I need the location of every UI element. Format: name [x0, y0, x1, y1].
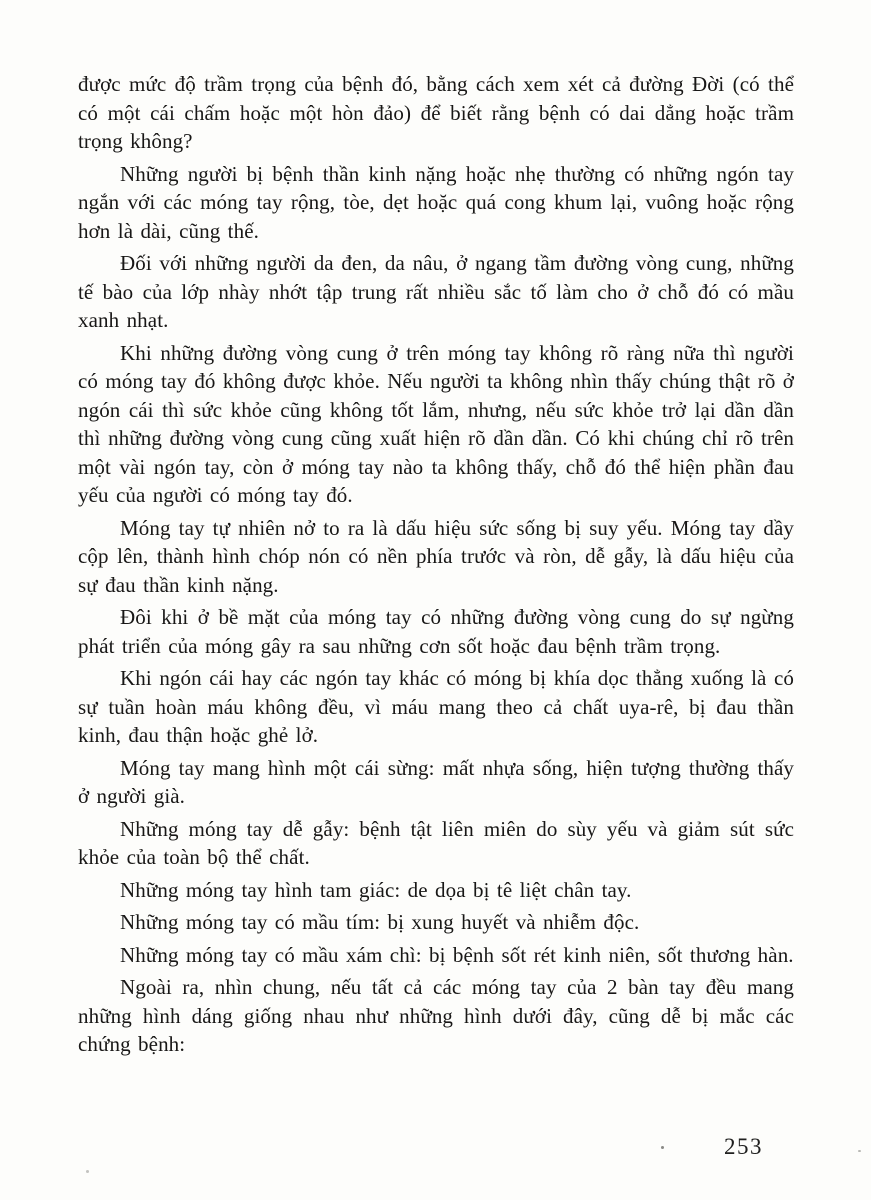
paragraph: Móng tay tự nhiên nở to ra là dấu hiệu sức sống bị suy yếu. Móng tay dầy cộp lên, thành hình chóp nón có nền phía trước và ròn, dễ gẫy, là dấu hiệu của sự đau thần kinh nặng.	[78, 515, 794, 597]
page-number: 253	[724, 1134, 763, 1159]
paragraph: Những người bị bệnh thần kinh nặng hoặc nhẹ thường có những ngón tay ngắn với các móng tay rộng, tòe, dẹt hoặc quá cong khum lại, vuông hoặc rộng hơn là dài, cũng thế.	[78, 161, 794, 243]
paragraph: Khi ngón cái hay các ngón tay khác có móng bị khía dọc thẳng xuống là có sự tuần hoàn máu không đều, vì máu mang theo cả chất uya-rê, bị đau thần kinh, đau thận hoặc ghẻ lở.	[78, 666, 794, 747]
paragraph: Đối với những người da đen, da nâu, ở ngang tầm đường vòng cung, những tế bào của lớp nhày nhớt tập trung rất nhiều sắc tố làm cho ở chỗ đó có mầu xanh nhạt.	[78, 251, 794, 332]
scan-speck	[858, 1150, 861, 1152]
paragraph: được mức độ trầm trọng của bệnh đó, bằng cách xem xét cả đường Đời (có thể có một cái chấm hoặc một hòn đảo) để biết rằng bệnh có dai dẳng hoặc trầm trọng không?	[78, 72, 794, 153]
scan-speck	[86, 1170, 89, 1173]
paragraph: Đôi khi ở bề mặt của móng tay có những đường vòng cung do sự ngừng phát triển của móng gây ra sau những cơn sốt hoặc đau bệnh trầm trọng.	[78, 605, 794, 658]
paragraph: Những móng tay hình tam giác: de dọa bị tê liệt chân tay.	[120, 877, 632, 902]
paragraph: Khi những đường vòng cung ở trên móng tay không rõ ràng nữa thì người có móng tay đó không được khỏe. Nếu người ta không nhìn thấy chúng thật rõ ở ngón cái thì sức khỏe cũng không tốt lắm, nhưng, nếu sức khỏe trở lại dần dần thì những đường vòng cung cũng xuất hiện rõ dần dần. Có khi chúng chỉ rõ trên một vài ngón tay, còn ở móng tay nào ta không thấy, chỗ đó thể hiện phần đau yếu của người có móng tay đó.	[78, 340, 794, 507]
paragraph: Móng tay mang hình một cái sừng: mất nhựa sống, hiện tượng thường thấy ở người già.	[78, 755, 794, 808]
scan-speck	[661, 1146, 664, 1149]
paragraph: Những móng tay dễ gẫy: bệnh tật liên miên do sùy yếu và giảm sút sức khỏe của toàn bộ thể chất.	[78, 816, 794, 869]
text-block	[78, 70, 794, 1059]
paragraph: Những móng tay có mầu xám chì: bị bệnh sốt rét kinh niên, sốt thương hàn.	[120, 942, 794, 967]
paragraph: Ngoài ra, nhìn chung, nếu tất cả các móng tay của 2 bàn tay đều mang những hình dáng giống nhau như những hình dưới đây, cũng dễ bị mắc các chứng bệnh:	[78, 975, 794, 1056]
paragraph: Những móng tay có mầu tím: bị xung huyết và nhiễm độc.	[120, 910, 640, 934]
